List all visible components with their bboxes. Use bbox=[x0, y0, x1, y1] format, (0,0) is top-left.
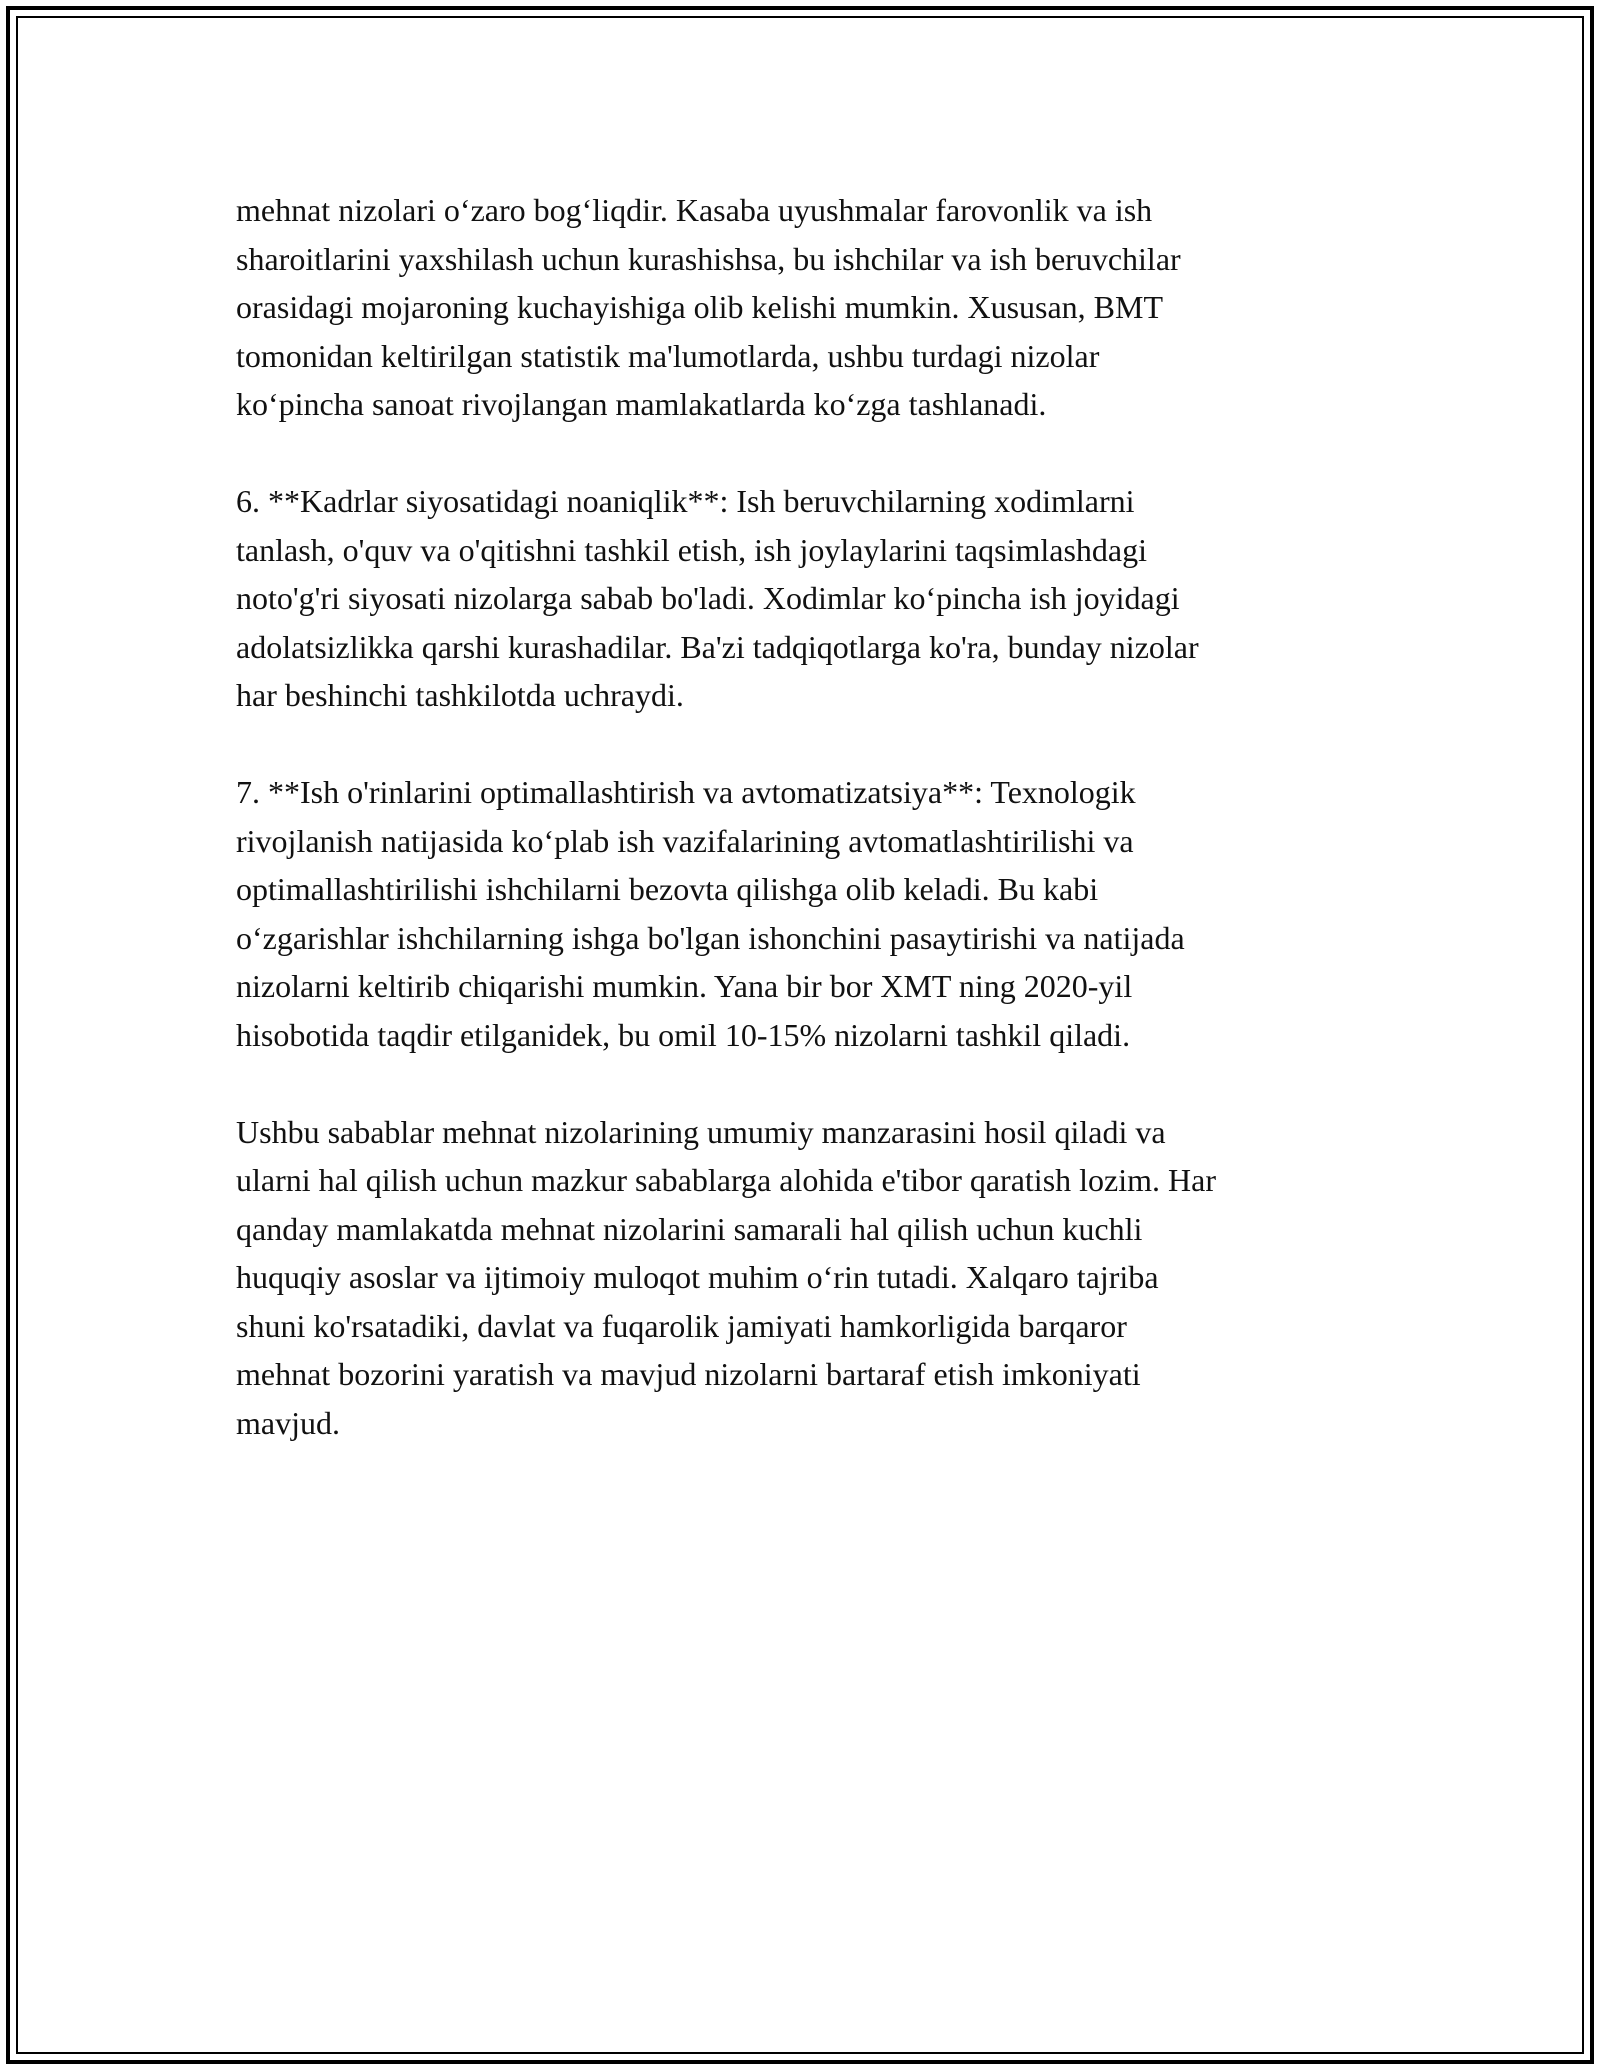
paragraph-item-7-automation: 7. **Ish o'rinlarini optimallashtirish va avtomatizatsiya**: Texnologik rivojlanish natijasida ko‘plab ish vazifalarining avtomatlashtirilishi va optimallashtirilishi ishchilarni bezovta qilishga olib keladi. Bu kabi o‘zgarishlar ishchilarning ishga bo'lgan ishonchini pasaytirishi va natijada nizolarni keltirib chiqarishi mumkin. Yana bir bor XMT ning 2020-yil hisobotida taqdir etilganidek, bu omil 10-15% nizolarni tashkil qiladi. bbox=[236, 774, 1185, 1053]
document-body bbox=[236, 186, 1376, 1496]
paragraph-item-6-personnel-policy: 6. **Kadrlar siyosatidagi noaniqlik**: Ish beruvchilarning xodimlarni tanlash, o'quv va o'qitishni tashkil etish, ish joylaylarini taqsimlashdagi noto'g'ri siyosati nizolarga sabab bo'ladi. Xodimlar ko‘pincha ish joyidagi adolatsizlikka qarshi kurashadilar. Ba'zi tadqiqotlarga ko'ra, bunday nizolar har beshinchi tashkilotda uchraydi. bbox=[236, 483, 1199, 713]
paragraph-labor-unions: mehnat nizolari o‘zaro bog‘liqdir. Kasaba uyushmalar farovonlik va ish sharoitlarini yaxshilash uchun kurashishsa, bu ishchilar va ish beruvchilar orasidagi mojaroning kuchayishiga olib kelishi mumkin. Xususan, BMT tomonidan keltirilgan statistik ma'lumotlarda, ushbu turdagi nizolar ko‘pincha sanoat rivojlangan mamlakatlarda ko‘zga tashlanadi. bbox=[236, 192, 1181, 422]
paragraph-conclusion: Ushbu sabablar mehnat nizolarining umumiy manzarasini hosil qiladi va ularni hal qilish uchun mazkur sabablarga alohida e'tibor qaratish lozim. Har qanday mamlakatda mehnat nizolarini samarali hal qilish uchun kuchli huquqiy asoslar va ijtimoiy muloqot muhim o‘rin tutadi. Xalqaro tajriba shuni ko'rsatadiki, davlat va fuqarolik jamiyati hamkorligida barqaror mehnat bozorini yaratish va mavjud nizolarni bartaraf etish imkoniyati mavjud. bbox=[236, 1113, 1216, 1441]
